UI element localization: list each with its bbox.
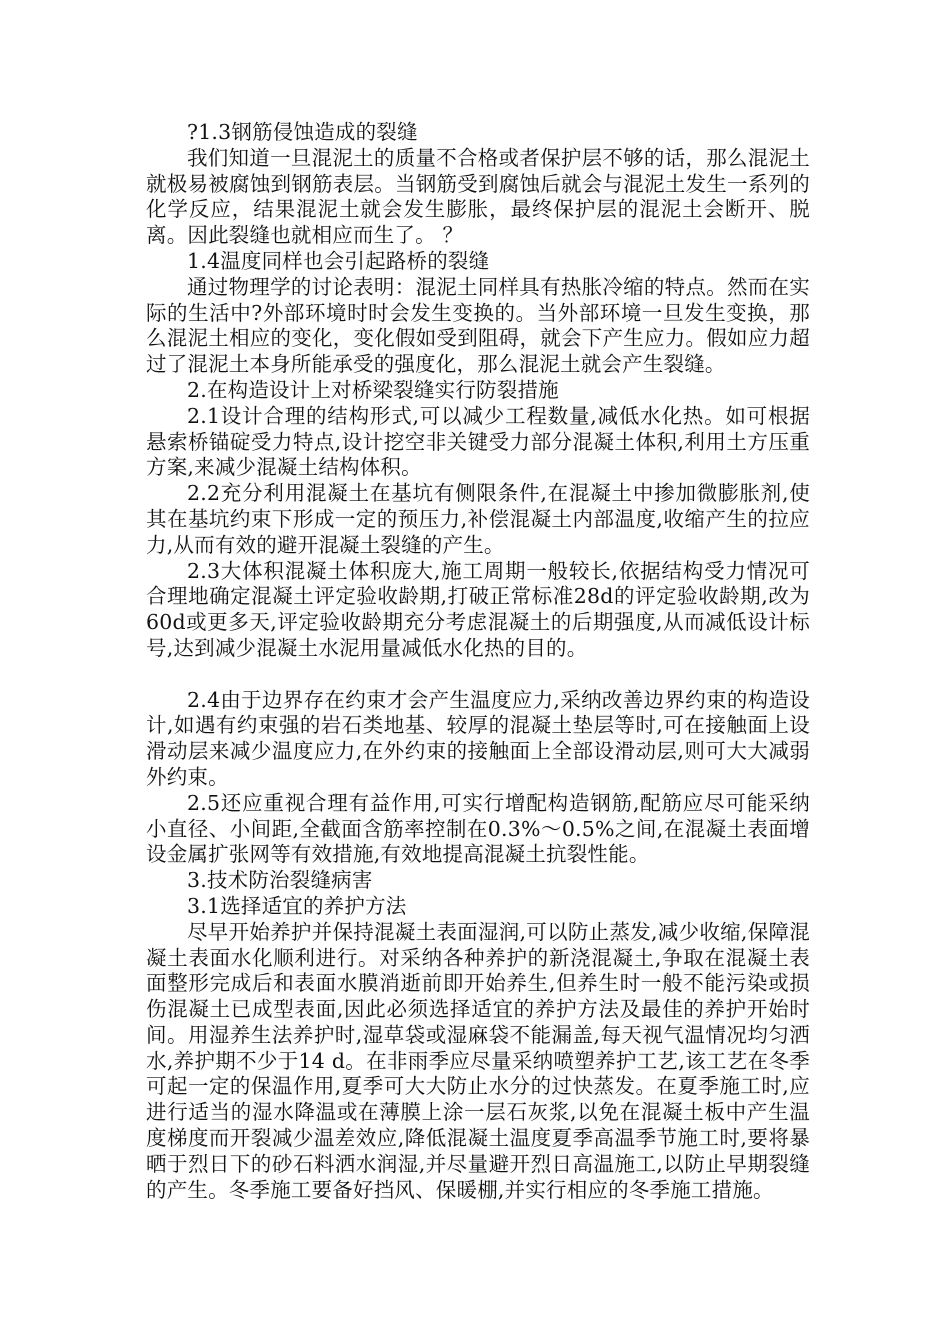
- section-heading-1-3: ?1.3钢筋侵蚀造成的裂缝: [187, 120, 418, 144]
- paragraph-2-2: 2.2充分利用混凝土在基坑有侧限条件,在混凝土中掺加微膨胀剂,使其在基坑约束下形成一定的预压力,补偿混凝土内部温度,收缩产生的拉应力,从而有效的避开混凝土裂缝的产生。: [146, 481, 810, 557]
- section-heading-1-4: 1.4温度同样也会引起路桥的裂缝: [187, 248, 490, 273]
- section-heading-3: 3.技术防治裂缝病害: [187, 868, 373, 893]
- paragraph-rebar-corrosion: 我们知道一旦混泥土的质量不合格或者保护层不够的话，那么混泥土就极易被腐蚀到钢筋表层。当钢筋受到腐蚀后就会与混泥土发生一系列的化学反应，结果混泥土就会发生膨胀，最终保护层的混泥土会断开、脱离。因此裂缝也就相应而生了。 ？: [146, 145, 810, 248]
- paragraph-2-4: 2.4由于边界存在约束才会产生温度应力,采纳改善边界约束的构造设计,如遇有约束强的岩石类地基、较厚的混凝土垫层等时,可在接触面上设滑动层来减少温度应力,在外约束的接触面上全部设滑动层,则可大大减弱外约束。: [146, 687, 810, 789]
- paragraph-temperature: 通过物理学的讨论表明：混泥土同样具有热胀冷缩的特点。然而在实际的生活中?外部环境时时会发生变换的。当外部环境一旦发生变换，那么混泥土相应的变化，变化假如受到阻碍，就会下产生应力。假如应力超过了混泥土本身所能承受的强度化，那么混泥土就会产生裂缝。: [146, 274, 810, 377]
- section-heading-3-1: 3.1选择适宜的养护方法: [187, 893, 407, 918]
- paragraph-2-1: 2.1设计合理的结构形式,可以减少工程数量,减低水化热。如可根据悬索桥锚碇受力特点,设计挖空非关键受力部分混凝土体积,利用土方压重方案,来减少混凝土结构体积。: [146, 403, 810, 480]
- blank-line: [146, 662, 810, 688]
- paragraph-curing: 尽早开始养护并保持混凝土表面湿润,可以防止蒸发,减少收缩,保障混凝土表面水化顺利进行。对采纳各种养护的新浇混凝土,争取在混凝土表面整形完成后和表面水膜消逝前即开始养生,但养生时一般不能污染或损伤混凝土已成型表面,因此必须选择适宜的养护方法及最佳的养护开始时间。用湿养生法养护时,湿草袋或湿麻袋不能漏盖,每天视气温情况均匀洒水,养护期不少于14 d。在非雨季应尽量采纳喷塑养护工艺,该工艺在冬季可起一定的保温作用,夏季可大大防止水分的过快蒸发。在夏季施工时,应进行适当的湿水降温或在薄膜上涂一层石灰浆,以免在混凝土板中产生温度梯度而开裂减少温差效应,降低混凝土温度夏季高温季节施工时,要将暴晒于烈日下的砂石料洒水润湿,并尽量避开烈日高温施工,以防止早期裂缝的产生。冬季施工要备好挡风、保暖棚,并实行相应的冬季施工措施。: [146, 919, 810, 1202]
- section-heading-2: 2.在构造设计上对桥梁裂缝实行防裂措施: [187, 377, 559, 402]
- paragraph-2-3: 2.3大体积混凝土体积庞大,施工周期一般较长,依据结构受力情况可合理地确定混凝土评定验收龄期,打破正常标准28d的评定验收龄期,改为60d或更多天,评定验收龄期充分考虑混凝土的后期强度,从而减低设计标号,达到减少混凝土水泥用量减低水化热的目的。: [146, 558, 810, 660]
- document-page: [146, 120, 810, 1203]
- paragraph-2-5: 2.5还应重视合理有益作用,可实行增配构造钢筋,配筋应尽可能采纳小直径、小间距,全截面含筋率控制在0.3%～0.5%之间,在混凝土表面增设金属扩张网等有效措施,有效地提高混凝土抗裂性能。: [146, 790, 810, 867]
